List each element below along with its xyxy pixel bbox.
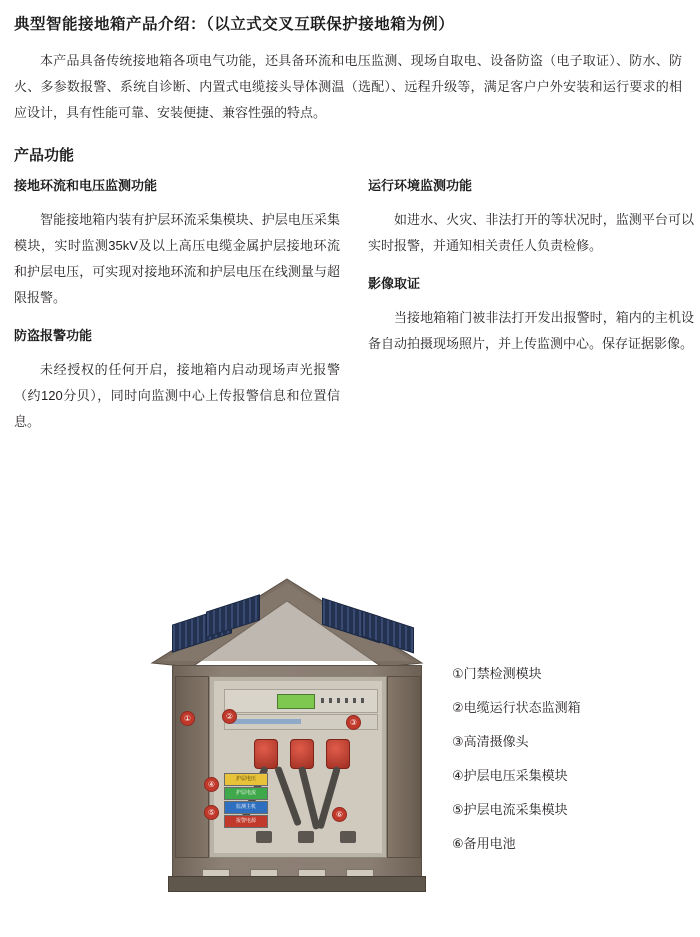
legend-item-6: ⑥备用电池 (452, 836, 516, 851)
current-transformer-icon (326, 739, 350, 769)
cabinet-door-left (175, 676, 209, 858)
feature-text-video-evidence: 当接地箱箱门被非法打开发出报警时，箱内的主机设备自动拍摄现场照片，并上传监测中心。保存证据影像。 (368, 309, 694, 351)
cabinet-base (168, 876, 426, 892)
legend-item-2: ②电缆运行状态监测箱 (452, 700, 581, 715)
feature-title-video-evidence: 影像取证 (368, 275, 421, 291)
cabinet-body (172, 665, 422, 936)
feature-title-anti-theft: 防盗报警功能 (14, 327, 93, 343)
legend-item-5: ⑤护层电流采集模块 (452, 802, 568, 817)
current-transformer-icon (290, 739, 314, 769)
cable-link (274, 766, 302, 827)
document-page (0, 14, 700, 936)
cable-link (298, 766, 320, 830)
legend-item-1: ①门禁检测模块 (452, 666, 542, 681)
feature-text-anti-theft: 未经授权的任何开启，接地箱内启动现场声光报警（约120分贝），同时向监测中心上传报警信息和位置信息。 (14, 361, 340, 429)
terminal-label-host: 监测主机 (224, 801, 268, 814)
callout-marker-6: ⑥ (332, 807, 347, 822)
cable-connector (340, 831, 356, 843)
feature-text-environment: 如进水、火灾、非法打开的等状况时，监测平台可以实时报警，并通知相关责任人负责检修。 (368, 211, 694, 253)
callout-marker-2: ② (222, 709, 237, 724)
section-title-product-functions: 产品功能 (14, 146, 75, 164)
terminal-label-sheath-current: 护层电流 (224, 787, 268, 800)
cabinet-watermark: ZL-8 (227, 906, 290, 936)
feature-columns (14, 175, 694, 448)
cable-connector (256, 831, 272, 843)
monitoring-host-unit (224, 689, 378, 713)
grounding-box-illustration (150, 577, 440, 936)
callout-marker-5: ⑤ (204, 805, 219, 820)
page-title: 典型智能接地箱产品介绍：（以立式交叉互联保护接地箱为例） (14, 16, 455, 33)
current-transformer-icon (254, 739, 278, 769)
module-label-strip (231, 719, 301, 724)
feature-column-left (14, 175, 340, 448)
product-figure (0, 559, 700, 936)
intro-paragraph: 本产品具备传统接地箱各项电气功能，还具备环流和电压监测、现场自取电、设备防盗（电子取证）、防水、防火、多参数报警、系统自诊断、内置式电缆接头导体测温（选配）、远程升级等，满足客户户外安装和运行要求的相应设计，具有性能可靠、安装便捷、兼容性强的特点。 (14, 52, 682, 120)
terminal-label-sheath-voltage: 护层电压 (224, 773, 268, 786)
interior-backplate (214, 681, 382, 853)
host-indicator-row (321, 698, 367, 703)
callout-marker-4: ④ (204, 777, 219, 792)
callout-marker-1: ① (180, 711, 195, 726)
legend-item-3: ③高清摄像头 (452, 734, 529, 749)
cabinet-interior (209, 676, 387, 858)
cable-connector (298, 831, 314, 843)
feature-text-current-voltage: 智能接地箱内装有护层环流采集模块、护层电压采集模块，实时监测35kV及以上高压电缆金属护层接地环流和护层电压，可实现对接地环流和护层电压在线测量与超限报警。 (14, 211, 340, 305)
feature-title-environment: 运行环境监测功能 (368, 177, 473, 193)
feature-title-current-voltage: 接地环流和电压监测功能 (14, 177, 158, 193)
callout-marker-3: ③ (346, 715, 361, 730)
terminal-label-alarm-power: 报警电源 (224, 815, 268, 828)
feature-column-right (368, 175, 694, 448)
cabinet-door-right (387, 676, 421, 858)
host-display-screen (277, 694, 315, 709)
figure-legend (452, 667, 581, 871)
legend-item-4: ④护层电压采集模块 (452, 768, 568, 783)
